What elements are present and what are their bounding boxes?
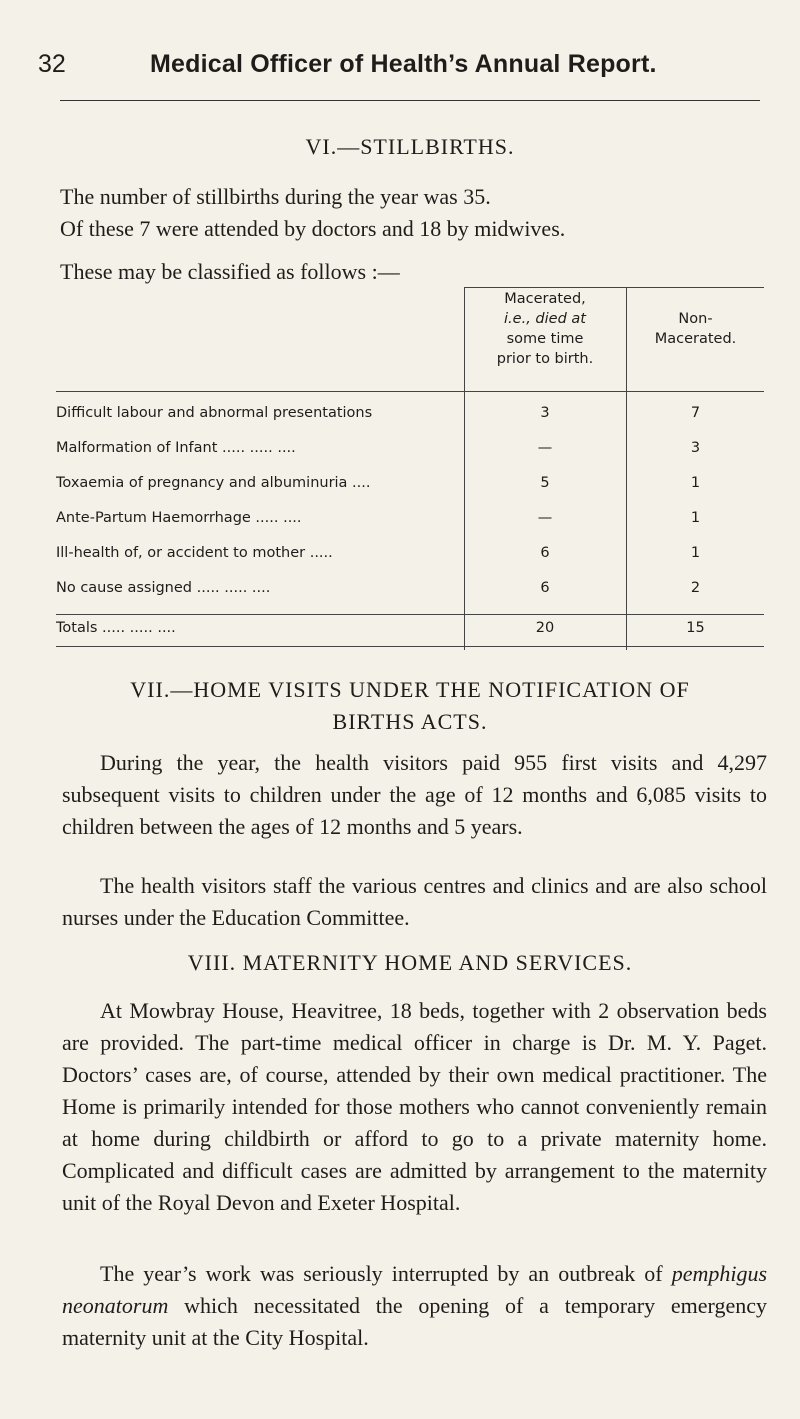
classification-intro: These may be classified as follows :—	[60, 259, 400, 284]
page-header	[38, 50, 762, 90]
table-totals-rule	[56, 614, 764, 615]
table-row: Ante-Partum Haemorrhage ..... .... — 1	[56, 510, 701, 526]
home-visits-paragraph-2: The health visitors staff the various centres and clinics and are also school nurses under the Education Committee.	[62, 873, 767, 930]
maternity-home-paragraph-2: The year’s work was seriously interrupted by an outbreak of pemphigus neonatorum which necessitated the opening of a temporary emergency maternity unit at the City Hospital.	[62, 1261, 768, 1350]
table-row: Malformation of Infant ..... ..... .... — 3	[56, 440, 701, 456]
header-rule	[60, 100, 760, 101]
home-visits-paragraph-1: During the year, the health visitors paid 955 first visits and 4,297 subsequent visits to children under the age of 12 months and 6,085 visits to children between the ages of 12 months and 5 years.	[62, 750, 767, 839]
col-header-macerated: Macerated, i.e., died at some time prior to birth.	[496, 291, 594, 367]
table-row: Toxaemia of pregnancy and albuminuria .... 5 1	[56, 475, 701, 491]
stillbirths-line-1: The number of stillbirths during the year was 35.	[60, 184, 491, 209]
table-totals-row: Totals ..... ..... .... 20 15	[56, 620, 705, 636]
stillbirths-line-2: Of these 7 were attended by doctors and 18 by midwives.	[60, 216, 566, 241]
table-top-rule	[464, 287, 764, 288]
maternity-home-paragraph-1: At Mowbray House, Heavitree, 18 beds, together with 2 observation beds are provided. The part-time medical officer in charge is Dr. M. Y. Paget. Doctors’ cases are, of course, attended by their own medical practitioner. The Home is primarily intended for those mothers who cannot conveniently remain at home during childbirth or afford to go to a private maternity home. Complicated and difficult cases are admitted by arrangement to the maternity unit of the Royal Devon and Exeter Hospital.	[62, 998, 767, 1215]
section-heading-maternity-home: VIII. MATERNITY HOME AND SERVICES.	[187, 950, 633, 975]
section-heading-stillbirths: VI.—STILLBIRTHS.	[305, 134, 515, 159]
table-bottom-rule	[56, 646, 764, 647]
table-row: Difficult labour and abnormal presentations 3 7	[56, 405, 701, 421]
table-row: Ill-health of, or accident to mother ..... 6 1	[56, 545, 701, 561]
page-number: 32	[38, 50, 66, 78]
table-row: No cause assigned ..... ..... .... 6 2	[56, 580, 701, 596]
section-heading-home-visits: VII.—HOME VISITS UNDER THE NOTIFICATION OF BIRTHS ACTS.	[130, 677, 690, 734]
table-header-rule	[56, 391, 764, 392]
col-header-non-macerated: Non- Macerated.	[654, 311, 737, 347]
running-title: Medical Officer of Health’s Annual Report.	[150, 50, 657, 78]
stillbirths-paragraph	[60, 181, 765, 245]
